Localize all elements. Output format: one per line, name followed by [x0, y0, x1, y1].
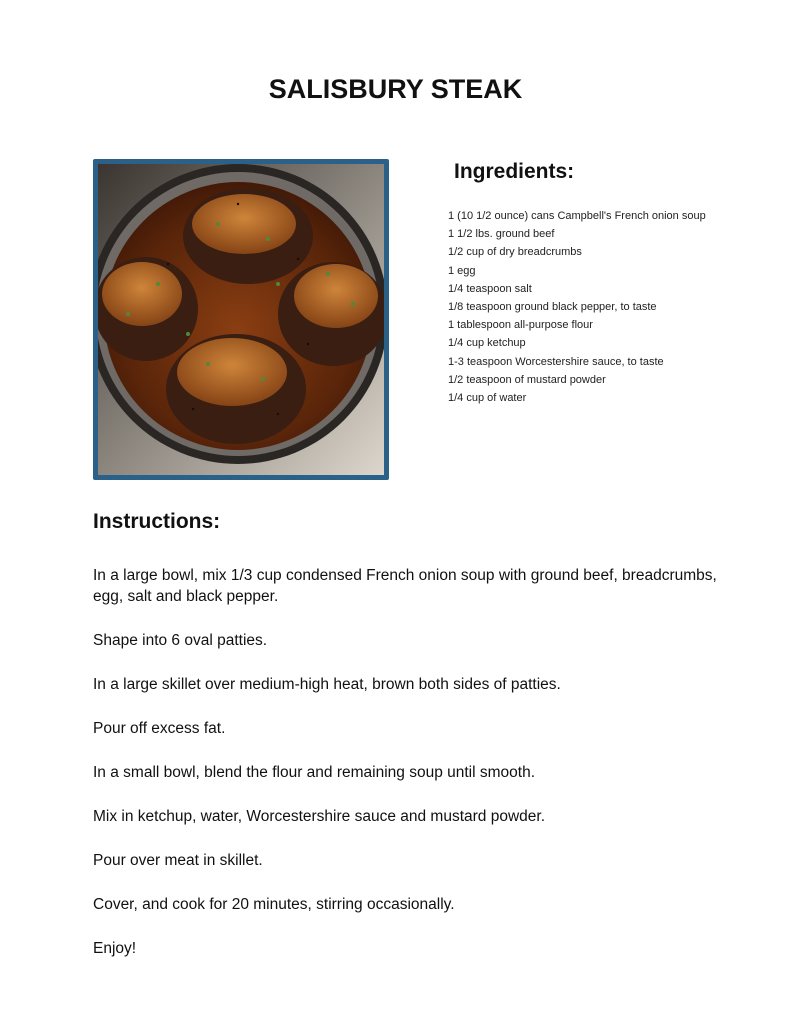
instruction-step: In a large bowl, mix 1/3 cup condensed French onion soup with ground beef, breadcrumbs, egg, salt and black pepper.: [93, 567, 717, 605]
ingredients-heading: Ingredients:: [454, 160, 575, 183]
ingredient-item: 1/4 cup of water: [448, 392, 527, 405]
ingredient-item: 1/2 teaspoon of mustard powder: [448, 373, 606, 386]
patty-top: [183, 188, 313, 284]
patty-bottom: [166, 334, 306, 444]
patty-right: [278, 262, 384, 366]
instruction-step: Enjoy!: [93, 940, 137, 957]
recipe-title: SALISBURY STEAK: [268, 74, 523, 104]
ingredient-item: 1 tablespoon all-purpose flour: [448, 319, 593, 332]
ingredient-item: 1/8 teaspoon ground black pepper, to taste: [448, 301, 657, 314]
ingredient-item: 1 (10 1/2 ounce) cans Campbell's French onion soup: [448, 210, 706, 222]
salisbury-steak-skillet-image: [98, 164, 384, 475]
instruction-step: Pour over meat in skillet.: [93, 852, 263, 869]
ingredient-item: 1 egg: [448, 264, 476, 277]
instructions-list: [93, 565, 733, 982]
ingredients-list: [448, 207, 706, 407]
instruction-step: In a large skillet over medium-high heat, brown both sides of patties.: [93, 676, 561, 693]
instruction-step: Mix in ketchup, water, Worcestershire sauce and mustard powder.: [93, 808, 546, 825]
ingredient-item: 1 1/2 lbs. ground beef: [448, 228, 555, 241]
instruction-step: Pour off excess fat.: [93, 720, 226, 737]
instruction-step: Cover, and cook for 20 minutes, stirring occasionally.: [93, 896, 455, 913]
instructions-heading: Instructions:: [93, 510, 221, 533]
instruction-step: In a small bowl, blend the flour and remaining soup until smooth.: [93, 764, 535, 781]
ingredient-item: 1/4 cup ketchup: [448, 337, 526, 350]
ingredient-item: 1/2 cup of dry breadcrumbs: [448, 246, 582, 259]
instruction-step: Shape into 6 oval patties.: [93, 632, 268, 649]
recipe-photo: [93, 159, 389, 480]
patty-left: [98, 257, 198, 361]
ingredient-item: 1-3 teaspoon Worcestershire sauce, to taste: [448, 355, 664, 368]
ingredient-item: 1/4 teaspoon salt: [448, 282, 532, 295]
